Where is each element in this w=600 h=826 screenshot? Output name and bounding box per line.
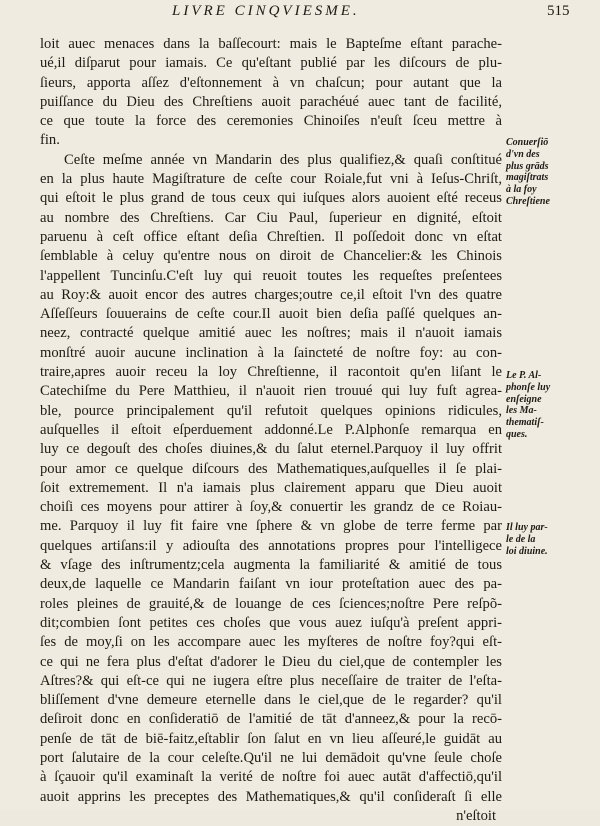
catchword: n'eſtoit xyxy=(456,807,496,824)
text-line: deſiroit donc en conſideratiō de l'amitié de tāt d'anneez,& pour la recō- xyxy=(40,711,502,728)
margin-note-line: le de la xyxy=(506,533,536,545)
text-line: auſquelles il eſtoit eſperduement addonné.Le P.Alphonſe remarqua en xyxy=(40,421,502,438)
text-line: ce qui ne fera plus d'eſtat d'adorer le Dieu du ciel,que de contempler les xyxy=(40,653,502,670)
text-line: ce que toute la force des ceremonies Chinoiſes n'euſt ſceu mettre à xyxy=(40,113,502,130)
margin-note xyxy=(506,370,550,441)
text-line: Catechiſme du Pere Matthieu, il n'auoit rien trouué qui luy fuſt agrea- xyxy=(40,383,502,400)
text-line: ſes de moy,ſi on les accompare auec les myſteres de noſtre foy?qui eſt- xyxy=(40,634,502,651)
margin-note xyxy=(506,137,550,208)
text-line: à ſçauoir qu'il examinaſt la verité de noſtre foi auec autāt d'affectiō,qu'il xyxy=(40,769,502,786)
text-line: qui eſtoit le plus grand de tous ceux qui iuſques alors auoient eſté receus xyxy=(40,190,502,207)
margin-note-line: magiſtrats xyxy=(506,172,549,184)
margin-note-line: loi diuine. xyxy=(506,545,548,557)
text-line: ble, pource principalement qu'il refutoit quelques opinions ridicules, xyxy=(40,402,502,419)
text-line: traire,apres auoir receu la loy Chreſtienne, il racontoit qu'en liſant le xyxy=(40,364,502,381)
text-line: loit auec menaces dans la baſſecourt: mais le Bapteſme eſtant parache- xyxy=(40,36,502,52)
text-line: ſemblable à celuy qu'entre nous on diroit de Chancelier:& les Chinois xyxy=(40,248,502,265)
text-line: Ceſte meſme année vn Mandarin des plus qualifiez,& quaſi conſtitué xyxy=(64,151,502,168)
text-line: Aſſeſſeurs ſouuerains de ceſte cour.Il auoit bien deſia paſſé quelques an- xyxy=(40,306,502,323)
margin-note-line: Conuerſiō xyxy=(506,137,549,148)
text-line: me. Parquoy il luy fit faire vne ſphere & vn globe de terre ferme par xyxy=(40,518,502,535)
margin-note-line: à la foy xyxy=(506,184,537,196)
text-line: en la plus haute Magiſtrature de ceſte cour Roiale,fut vni à Ieſus-Chriſt, xyxy=(40,171,502,188)
text-line: Aſtres?& qui eſt-ce qui ne iugera eſtre plus neceſſaire de traiter de l'eſta- xyxy=(40,672,502,689)
text-line: auoit apprins les preceptes des Mathematiques,& qu'il conſideraſt ſi elle xyxy=(40,788,502,805)
text-line: puiſſance du Dieu des Chreſtiens auoit parachéué auec tant de facilité, xyxy=(40,93,502,110)
text-line: au nombre des Chreſtiens. Car Ciu Paul, ſuperieur en dignité, eſtoit xyxy=(40,209,502,226)
text-line: quelques artiſans:il y adiouſta des annotations propres pour l'intelligece xyxy=(40,537,502,554)
margin-note-line: Le P. Al- xyxy=(506,370,542,381)
margin-note-line: phonſe luy xyxy=(506,381,551,393)
text-line: ſoit extremement. Il n'a iamais plus clairement apparu que Dieu auoit xyxy=(40,479,502,496)
text-line: deux,de laquelle ce Mandarin faiſant vn iour proteſtation auec des pa- xyxy=(40,576,502,593)
margin-note-line: d'vn des xyxy=(506,148,540,160)
text-line: dit;combien ſont petites ces choſes que vous auez iuſqu'à preſent appri- xyxy=(40,614,502,631)
margin-note-line: les Ma- xyxy=(506,405,537,417)
text-line: l'appellent Tuncinſu.C'eſt luy qui reuoit toutes les requeſtes preſentees xyxy=(40,267,502,284)
text-line: ué,il diſparut pour iamais. Ce qu'eſtant publié par les diſcours de plu- xyxy=(40,55,502,72)
text-line: monſtré auoir aucune inclination à la ſaincteté de noſtre foy: au con- xyxy=(40,344,502,361)
page-number: 515 xyxy=(547,3,570,19)
text-line: roles pleines de grauité,& de louange de ces ſciences;noſtre Pere reſpõ- xyxy=(40,595,502,612)
margin-note-line: Il luy par- xyxy=(506,522,548,533)
text-line: neez, contracté quelque amitié auec les noſtres; mais il n'auoit iamais xyxy=(40,325,502,342)
margin-note xyxy=(506,522,548,557)
text-line: ſieurs, apporta aſſez d'eſtonnement à vn chaſcun; pour autant que la xyxy=(40,74,502,91)
text-line: pour amor ce quelque diſcours des Mathematiques,auſquelles il ſe plai- xyxy=(40,460,502,477)
text-line: bliſſement d'vne demeure eternelle dans le ciel,que de le regarder? qu'il xyxy=(40,692,502,709)
margin-note-line: plus grāds xyxy=(506,160,549,172)
text-line: luy ce degouſt des choſes diuines,& du ſalut eternel.Parquoy il luy offrit xyxy=(40,441,502,458)
margin-notes xyxy=(506,0,600,810)
text-line: & vſage des inſtrumentz;cela augmenta la familiarité & amitié de tous xyxy=(40,557,502,574)
text-line: paruenu à ceſt office eſtant deſia Chreſtien. Il poſſedoit donc vn eſtat xyxy=(40,228,502,245)
margin-note-line: ques. xyxy=(506,428,528,440)
text-line: choiſi ces moyens pour attirer à ſoy,& conuertir les grandz de ce Roiau- xyxy=(40,499,502,516)
margin-note-line: enſeigne xyxy=(506,393,542,405)
text-line: fin. xyxy=(40,132,60,149)
text-line: port ſalutaire de la cour celeſte.Qu'il ne lui demādoit qu'vne ſeule choſe xyxy=(40,749,502,766)
running-head: LIVRE CINQVIESME. xyxy=(172,3,360,19)
text-line: au Roy:& auoit encor des autres charges;outre ce,il eſtoit l'vn des quatre xyxy=(40,286,502,303)
margin-note-line: Chreſtiene xyxy=(506,195,550,207)
body-text xyxy=(40,35,502,826)
text-line: penſe de tāt de biē-faitz,eſtablir ſon ſalut en vn lieu aſſeuré,le guidāt au xyxy=(40,730,502,747)
margin-note-line: thematiſ- xyxy=(506,417,544,429)
